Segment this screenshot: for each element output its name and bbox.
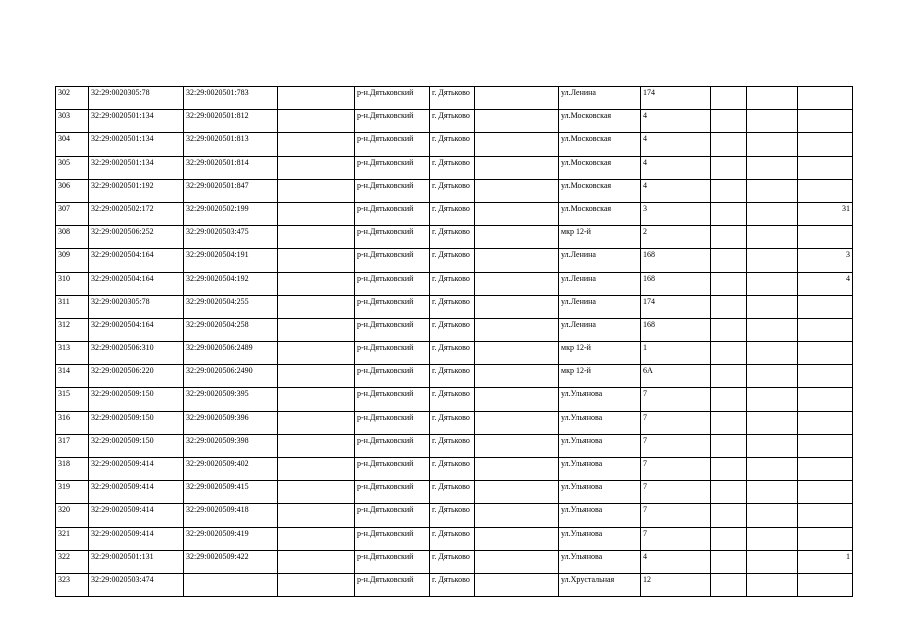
table-row	[56, 434, 853, 457]
cadastral-number-cell: 32:29:0020501:192	[89, 179, 184, 202]
blank-cell	[475, 527, 559, 550]
cadastral-number-cell: 32:29:0020509:414	[89, 504, 184, 527]
city-cell: г. Дятьково	[430, 87, 475, 110]
row-number-cell: 319	[56, 481, 89, 504]
cadastral-number-cell: 32:29:0020504:164	[89, 249, 184, 272]
blank-cell	[278, 527, 355, 550]
blank-cell	[475, 202, 559, 225]
row-number-cell: 309	[56, 249, 89, 272]
cadastral-number-cell: 32:29:0020506:252	[89, 226, 184, 249]
table-row	[56, 133, 853, 156]
city-cell: г. Дятьково	[430, 110, 475, 133]
city-cell: г. Дятьково	[430, 365, 475, 388]
street-cell: ул.Ленина	[559, 318, 641, 341]
street-cell: ул.Московская	[559, 156, 641, 179]
district-cell: р-н.Дятьковский	[355, 411, 430, 434]
city-cell: г. Дятьково	[430, 434, 475, 457]
object-cadastral-number-cell: 32:29:0020509:395	[184, 388, 278, 411]
house-number-cell: 174	[641, 295, 711, 318]
house-number-cell: 4	[641, 110, 711, 133]
blank-cell	[475, 365, 559, 388]
row-number-cell: 314	[56, 365, 89, 388]
object-cadastral-number-cell: 32:29:0020502:199	[184, 202, 278, 225]
blank-cell	[278, 458, 355, 481]
row-number-cell: 306	[56, 179, 89, 202]
blank-cell	[278, 550, 355, 573]
blank-cell	[278, 342, 355, 365]
blank-cell	[475, 481, 559, 504]
house-number-cell: 7	[641, 388, 711, 411]
blank-cell	[747, 388, 798, 411]
district-cell: р-н.Дятьковский	[355, 226, 430, 249]
blank-cell	[278, 202, 355, 225]
blank-cell	[711, 249, 747, 272]
table-row	[56, 179, 853, 202]
cadastral-number-cell: 32:29:0020504:164	[89, 272, 184, 295]
district-cell: р-н.Дятьковский	[355, 573, 430, 596]
object-cadastral-number-cell: 32:29:0020509:419	[184, 527, 278, 550]
district-cell: р-н.Дятьковский	[355, 133, 430, 156]
district-cell: р-н.Дятьковский	[355, 202, 430, 225]
blank-cell	[278, 272, 355, 295]
blank-cell	[711, 365, 747, 388]
blank-cell	[475, 133, 559, 156]
blank-cell	[711, 458, 747, 481]
blank-cell	[278, 87, 355, 110]
object-cadastral-number-cell: 32:29:0020506:2490	[184, 365, 278, 388]
object-cadastral-number-cell: 32:29:0020504:258	[184, 318, 278, 341]
blank-cell	[711, 481, 747, 504]
table-row	[56, 458, 853, 481]
blank-cell	[278, 434, 355, 457]
apartment-number-cell: 31	[798, 202, 853, 225]
cadastral-number-cell: 32:29:0020305:78	[89, 87, 184, 110]
blank-cell	[278, 226, 355, 249]
city-cell: г. Дятьково	[430, 179, 475, 202]
row-number-cell: 313	[56, 342, 89, 365]
blank-cell	[747, 87, 798, 110]
blank-cell	[747, 434, 798, 457]
city-cell: г. Дятьково	[430, 226, 475, 249]
object-cadastral-number-cell	[184, 573, 278, 596]
house-number-cell: 168	[641, 272, 711, 295]
blank-cell	[747, 272, 798, 295]
blank-cell	[711, 179, 747, 202]
table-row	[56, 202, 853, 225]
apartment-number-cell	[798, 156, 853, 179]
street-cell: ул.Ленина	[559, 295, 641, 318]
table-row	[56, 411, 853, 434]
city-cell: г. Дятьково	[430, 411, 475, 434]
blank-cell	[711, 504, 747, 527]
blank-cell	[278, 573, 355, 596]
cadastral-number-cell: 32:29:0020502:172	[89, 202, 184, 225]
object-cadastral-number-cell: 32:29:0020501:814	[184, 156, 278, 179]
apartment-number-cell	[798, 458, 853, 481]
blank-cell	[747, 342, 798, 365]
blank-cell	[278, 179, 355, 202]
blank-cell	[711, 388, 747, 411]
row-number-cell: 315	[56, 388, 89, 411]
city-cell: г. Дятьково	[430, 133, 475, 156]
district-cell: р-н.Дятьковский	[355, 550, 430, 573]
blank-cell	[475, 110, 559, 133]
cadastral-number-cell: 32:29:0020509:414	[89, 481, 184, 504]
blank-cell	[475, 342, 559, 365]
row-number-cell: 303	[56, 110, 89, 133]
house-number-cell: 2	[641, 226, 711, 249]
street-cell: ул.Ульянова	[559, 434, 641, 457]
blank-cell	[747, 550, 798, 573]
row-number-cell: 302	[56, 87, 89, 110]
apartment-number-cell	[798, 504, 853, 527]
object-cadastral-number-cell: 32:29:0020501:812	[184, 110, 278, 133]
blank-cell	[475, 434, 559, 457]
row-number-cell: 316	[56, 411, 89, 434]
street-cell: ул.Московская	[559, 179, 641, 202]
house-number-cell: 168	[641, 318, 711, 341]
row-number-cell: 320	[56, 504, 89, 527]
table-row	[56, 249, 853, 272]
object-cadastral-number-cell: 32:29:0020501:847	[184, 179, 278, 202]
house-number-cell: 174	[641, 87, 711, 110]
blank-cell	[278, 295, 355, 318]
street-cell: ул.Московская	[559, 133, 641, 156]
blank-cell	[711, 295, 747, 318]
street-cell: ул.Ульянова	[559, 550, 641, 573]
blank-cell	[475, 411, 559, 434]
blank-cell	[711, 550, 747, 573]
cadastral-number-cell: 32:29:0020509:414	[89, 458, 184, 481]
blank-cell	[711, 202, 747, 225]
row-number-cell: 317	[56, 434, 89, 457]
district-cell: р-н.Дятьковский	[355, 365, 430, 388]
table-row	[56, 550, 853, 573]
blank-cell	[747, 110, 798, 133]
street-cell: мкр 12-й	[559, 226, 641, 249]
table-row	[56, 573, 853, 596]
apartment-number-cell	[798, 411, 853, 434]
register-table	[55, 86, 853, 597]
blank-cell	[747, 202, 798, 225]
blank-cell	[747, 226, 798, 249]
object-cadastral-number-cell: 32:29:0020509:398	[184, 434, 278, 457]
blank-cell	[278, 388, 355, 411]
blank-cell	[747, 318, 798, 341]
blank-cell	[747, 504, 798, 527]
object-cadastral-number-cell: 32:29:0020509:402	[184, 458, 278, 481]
table-row	[56, 388, 853, 411]
row-number-cell: 310	[56, 272, 89, 295]
blank-cell	[747, 365, 798, 388]
row-number-cell: 321	[56, 527, 89, 550]
blank-cell	[747, 573, 798, 596]
house-number-cell: 7	[641, 504, 711, 527]
city-cell: г. Дятьково	[430, 295, 475, 318]
blank-cell	[711, 272, 747, 295]
table-row	[56, 318, 853, 341]
table-row	[56, 365, 853, 388]
apartment-number-cell	[798, 434, 853, 457]
blank-cell	[278, 156, 355, 179]
district-cell: р-н.Дятьковский	[355, 179, 430, 202]
cadastral-number-cell: 32:29:0020501:134	[89, 156, 184, 179]
street-cell: ул.Ульянова	[559, 411, 641, 434]
street-cell: ул.Ульянова	[559, 481, 641, 504]
object-cadastral-number-cell: 32:29:0020504:255	[184, 295, 278, 318]
blank-cell	[278, 249, 355, 272]
row-number-cell: 304	[56, 133, 89, 156]
blank-cell	[711, 110, 747, 133]
blank-cell	[278, 411, 355, 434]
city-cell: г. Дятьково	[430, 527, 475, 550]
street-cell: ул.Московская	[559, 110, 641, 133]
street-cell: ул.Хрустальная	[559, 573, 641, 596]
cadastral-number-cell: 32:29:0020509:150	[89, 434, 184, 457]
object-cadastral-number-cell: 32:29:0020501:813	[184, 133, 278, 156]
blank-cell	[475, 388, 559, 411]
table-row	[56, 110, 853, 133]
district-cell: р-н.Дятьковский	[355, 434, 430, 457]
blank-cell	[747, 179, 798, 202]
row-number-cell: 311	[56, 295, 89, 318]
cadastral-number-cell: 32:29:0020509:150	[89, 388, 184, 411]
city-cell: г. Дятьково	[430, 202, 475, 225]
house-number-cell: 7	[641, 458, 711, 481]
blank-cell	[475, 179, 559, 202]
object-cadastral-number-cell: 32:29:0020509:396	[184, 411, 278, 434]
blank-cell	[278, 318, 355, 341]
table-row	[56, 87, 853, 110]
house-number-cell: 4	[641, 179, 711, 202]
blank-cell	[711, 156, 747, 179]
object-cadastral-number-cell: 32:29:0020504:192	[184, 272, 278, 295]
blank-cell	[278, 133, 355, 156]
blank-cell	[278, 504, 355, 527]
street-cell: ул.Ульянова	[559, 527, 641, 550]
district-cell: р-н.Дятьковский	[355, 249, 430, 272]
district-cell: р-н.Дятьковский	[355, 272, 430, 295]
row-number-cell: 308	[56, 226, 89, 249]
blank-cell	[475, 318, 559, 341]
apartment-number-cell	[798, 481, 853, 504]
city-cell: г. Дятьково	[430, 458, 475, 481]
apartment-number-cell	[798, 573, 853, 596]
cadastral-number-cell: 32:29:0020501:134	[89, 110, 184, 133]
apartment-number-cell	[798, 226, 853, 249]
apartment-number-cell: 4	[798, 272, 853, 295]
blank-cell	[747, 411, 798, 434]
district-cell: р-н.Дятьковский	[355, 318, 430, 341]
house-number-cell: 3	[641, 202, 711, 225]
row-number-cell: 305	[56, 156, 89, 179]
street-cell: ул.Ульянова	[559, 388, 641, 411]
street-cell: ул.Ульянова	[559, 504, 641, 527]
apartment-number-cell	[798, 365, 853, 388]
district-cell: р-н.Дятьковский	[355, 87, 430, 110]
object-cadastral-number-cell: 32:29:0020501:783	[184, 87, 278, 110]
blank-cell	[475, 272, 559, 295]
apartment-number-cell	[798, 110, 853, 133]
house-number-cell: 4	[641, 133, 711, 156]
blank-cell	[711, 573, 747, 596]
blank-cell	[475, 87, 559, 110]
cadastral-number-cell: 32:29:0020501:131	[89, 550, 184, 573]
city-cell: г. Дятьково	[430, 342, 475, 365]
blank-cell	[475, 504, 559, 527]
blank-cell	[475, 249, 559, 272]
district-cell: р-н.Дятьковский	[355, 481, 430, 504]
table-row	[56, 226, 853, 249]
register-body	[56, 87, 853, 597]
apartment-number-cell	[798, 527, 853, 550]
city-cell: г. Дятьково	[430, 249, 475, 272]
street-cell: ул.Ульянова	[559, 458, 641, 481]
object-cadastral-number-cell: 32:29:0020506:2489	[184, 342, 278, 365]
house-number-cell: 168	[641, 249, 711, 272]
table-row	[56, 272, 853, 295]
object-cadastral-number-cell: 32:29:0020509:415	[184, 481, 278, 504]
district-cell: р-н.Дятьковский	[355, 342, 430, 365]
cadastral-number-cell: 32:29:0020501:134	[89, 133, 184, 156]
table-row	[56, 504, 853, 527]
street-cell: мкр 12-й	[559, 365, 641, 388]
district-cell: р-н.Дятьковский	[355, 110, 430, 133]
apartment-number-cell	[798, 295, 853, 318]
table-row	[56, 481, 853, 504]
house-number-cell: 1	[641, 342, 711, 365]
blank-cell	[711, 411, 747, 434]
apartment-number-cell	[798, 87, 853, 110]
blank-cell	[475, 295, 559, 318]
house-number-cell: 7	[641, 434, 711, 457]
object-cadastral-number-cell: 32:29:0020509:422	[184, 550, 278, 573]
table-row	[56, 156, 853, 179]
blank-cell	[711, 342, 747, 365]
cadastral-number-cell: 32:29:0020504:164	[89, 318, 184, 341]
city-cell: г. Дятьково	[430, 156, 475, 179]
apartment-number-cell	[798, 133, 853, 156]
cadastral-number-cell: 32:29:0020503:474	[89, 573, 184, 596]
apartment-number-cell	[798, 388, 853, 411]
cadastral-number-cell: 32:29:0020506:310	[89, 342, 184, 365]
row-number-cell: 307	[56, 202, 89, 225]
blank-cell	[711, 527, 747, 550]
blank-cell	[747, 458, 798, 481]
cadastral-number-cell: 32:29:0020305:78	[89, 295, 184, 318]
street-cell: ул.Ленина	[559, 272, 641, 295]
district-cell: р-н.Дятьковский	[355, 295, 430, 318]
apartment-number-cell: 3	[798, 249, 853, 272]
house-number-cell: 4	[641, 550, 711, 573]
house-number-cell: 7	[641, 481, 711, 504]
street-cell: мкр 12-й	[559, 342, 641, 365]
house-number-cell: 6А	[641, 365, 711, 388]
blank-cell	[711, 133, 747, 156]
city-cell: г. Дятьково	[430, 481, 475, 504]
object-cadastral-number-cell: 32:29:0020504:191	[184, 249, 278, 272]
city-cell: г. Дятьково	[430, 318, 475, 341]
cadastral-number-cell: 32:29:0020506:220	[89, 365, 184, 388]
object-cadastral-number-cell: 32:29:0020509:418	[184, 504, 278, 527]
table-row	[56, 342, 853, 365]
house-number-cell: 12	[641, 573, 711, 596]
blank-cell	[747, 156, 798, 179]
apartment-number-cell	[798, 179, 853, 202]
house-number-cell: 7	[641, 527, 711, 550]
blank-cell	[278, 365, 355, 388]
city-cell: г. Дятьково	[430, 504, 475, 527]
apartment-number-cell: 1	[798, 550, 853, 573]
house-number-cell: 7	[641, 411, 711, 434]
district-cell: р-н.Дятьковский	[355, 388, 430, 411]
house-number-cell: 4	[641, 156, 711, 179]
blank-cell	[747, 295, 798, 318]
cadastral-number-cell: 32:29:0020509:414	[89, 527, 184, 550]
blank-cell	[747, 481, 798, 504]
apartment-number-cell	[798, 318, 853, 341]
blank-cell	[475, 156, 559, 179]
table-row	[56, 295, 853, 318]
blank-cell	[747, 249, 798, 272]
row-number-cell: 322	[56, 550, 89, 573]
cadastral-number-cell: 32:29:0020509:150	[89, 411, 184, 434]
city-cell: г. Дятьково	[430, 573, 475, 596]
street-cell: ул.Ленина	[559, 87, 641, 110]
city-cell: г. Дятьково	[430, 550, 475, 573]
blank-cell	[711, 226, 747, 249]
blank-cell	[475, 573, 559, 596]
row-number-cell: 323	[56, 573, 89, 596]
blank-cell	[747, 527, 798, 550]
blank-cell	[711, 318, 747, 341]
city-cell: г. Дятьково	[430, 388, 475, 411]
street-cell: ул.Московская	[559, 202, 641, 225]
blank-cell	[747, 133, 798, 156]
blank-cell	[475, 550, 559, 573]
blank-cell	[711, 87, 747, 110]
district-cell: р-н.Дятьковский	[355, 504, 430, 527]
city-cell: г. Дятьково	[430, 272, 475, 295]
blank-cell	[278, 481, 355, 504]
table-row	[56, 527, 853, 550]
district-cell: р-н.Дятьковский	[355, 458, 430, 481]
apartment-number-cell	[798, 342, 853, 365]
blank-cell	[711, 434, 747, 457]
blank-cell	[475, 458, 559, 481]
row-number-cell: 318	[56, 458, 89, 481]
row-number-cell: 312	[56, 318, 89, 341]
district-cell: р-н.Дятьковский	[355, 527, 430, 550]
object-cadastral-number-cell: 32:29:0020503:475	[184, 226, 278, 249]
district-cell: р-н.Дятьковский	[355, 156, 430, 179]
blank-cell	[278, 110, 355, 133]
blank-cell	[475, 226, 559, 249]
street-cell: ул.Ленина	[559, 249, 641, 272]
